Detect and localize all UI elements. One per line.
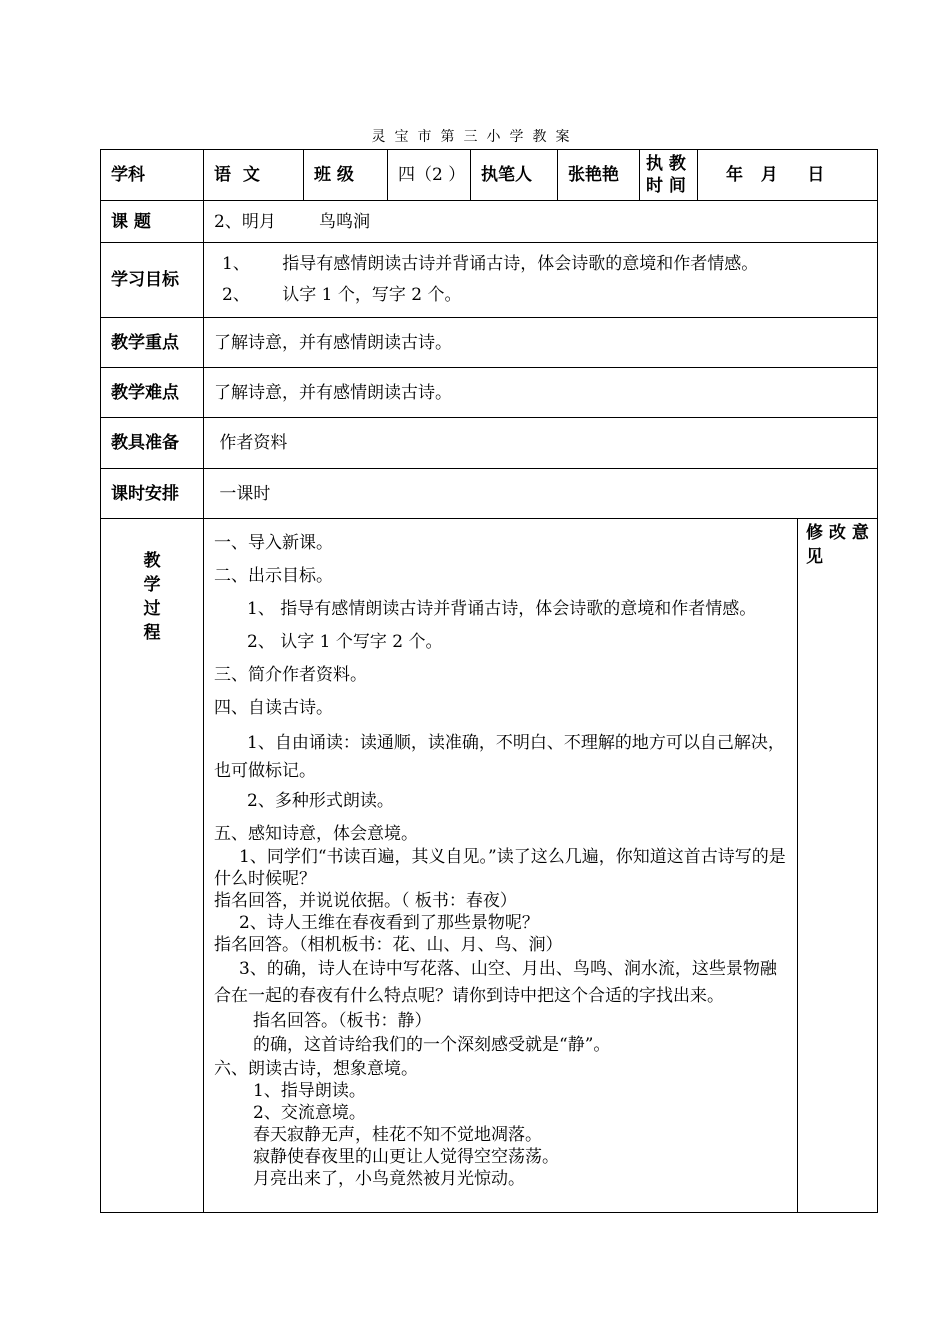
difficulty-label: 教学难点 bbox=[101, 368, 204, 418]
process-label bbox=[101, 519, 204, 1213]
topic-label: 课 题 bbox=[101, 201, 204, 243]
process-line: 1、 指导有感情朗读古诗并背诵古诗，体会诗歌的意境和作者情感。 bbox=[247, 599, 757, 619]
process-label-char: 过 bbox=[143, 599, 161, 619]
difficulty-row bbox=[101, 368, 878, 418]
tools-row bbox=[101, 418, 878, 469]
process-label-char: 程 bbox=[143, 623, 161, 643]
subject-label: 学科 bbox=[101, 150, 204, 201]
schedule-value: 一课时 bbox=[204, 469, 878, 519]
process-line: 1、自由诵读：读通顺，读准确，不明白、不理解的地方可以自己解决，也可做标记。 bbox=[214, 733, 785, 781]
process-line: 一、导入新课。 bbox=[214, 533, 333, 553]
process-line: 2、诗人王维在春夜看到了那些景物呢？ bbox=[239, 913, 539, 933]
goal-item: 1、 指导有感情朗读古诗并背诵古诗，体会诗歌的意境和作者情感。 bbox=[222, 254, 759, 274]
goals-row bbox=[101, 243, 878, 318]
process-line: 2、交流意境。 bbox=[253, 1103, 366, 1123]
goals-cell bbox=[204, 243, 878, 318]
lesson-plan-table bbox=[100, 149, 878, 1213]
header-row bbox=[101, 150, 878, 201]
class-value: 四（2 ） bbox=[388, 150, 471, 201]
goals-label: 学习目标 bbox=[101, 243, 204, 318]
key-point-row bbox=[101, 318, 878, 368]
revision-notes-label: 修 改 意见 bbox=[798, 519, 878, 1213]
document-title: 灵宝市第三小学教案 bbox=[371, 129, 579, 145]
process-line: 五、感知诗意，体会意境。 bbox=[214, 824, 418, 844]
schedule-label: 课时安排 bbox=[101, 469, 204, 519]
tools-value: 作者资料 bbox=[204, 418, 878, 469]
process-line: 指名回答，并说说依据。（ 板书：春夜） bbox=[214, 891, 517, 911]
author-value: 张艳艳 bbox=[558, 150, 640, 201]
process-line: 3、的确，诗人在诗中写花落、山空、月出、鸟鸣、涧水流，这些景物融合在一起的春夜有什么特点呢？请你到诗中把这个合适的字找出来。 bbox=[214, 959, 777, 1006]
process-content bbox=[204, 519, 798, 1213]
process-line: 2、多种形式朗读。 bbox=[247, 791, 394, 811]
process-line: 二、出示目标。 bbox=[214, 566, 333, 586]
process-label-char: 教 bbox=[143, 551, 161, 571]
process-row bbox=[101, 519, 878, 1213]
date-value: 年 月 日 bbox=[698, 150, 878, 201]
key-point-label: 教学重点 bbox=[101, 318, 204, 368]
process-line: 2、 认字 1 个写字 2 个。 bbox=[247, 632, 443, 652]
difficulty-value: 了解诗意，并有感情朗读古诗。 bbox=[204, 368, 878, 418]
subject-value: 语 文 bbox=[204, 150, 304, 201]
process-line: 1、同学们“书读百遍，其义自见。”读了这么几遍，你知道这首古诗写的是什么时候呢？ bbox=[214, 847, 786, 889]
process-line: 1、指导朗读。 bbox=[253, 1081, 366, 1101]
topic-row bbox=[101, 201, 878, 243]
process-line: 三、简介作者资料。 bbox=[214, 665, 367, 685]
topic-value: 2、明月 鸟鸣涧 bbox=[204, 201, 878, 243]
class-label: 班 级 bbox=[304, 150, 388, 201]
author-label: 执笔人 bbox=[471, 150, 558, 201]
schedule-row bbox=[101, 469, 878, 519]
process-line: 六、朗读古诗，想象意境。 bbox=[214, 1059, 418, 1079]
time-label: 执 教 时 间 bbox=[640, 150, 698, 201]
process-line: 指名回答。（相机板书：花、山、月、鸟、涧） bbox=[214, 935, 563, 955]
process-line: 的确，这首诗给我们的一个深刻感受就是“静”。 bbox=[253, 1035, 611, 1055]
goal-item: 2、 认字 1 个，写字 2 个。 bbox=[222, 285, 462, 305]
process-line: 指名回答。（板书：静） bbox=[253, 1011, 432, 1031]
tools-label: 教具准备 bbox=[101, 418, 204, 469]
process-line: 四、自读古诗。 bbox=[214, 698, 333, 718]
process-line: 月亮出来了，小鸟竟然被月光惊动。 bbox=[253, 1169, 525, 1189]
process-line: 寂静使春夜里的山更让人觉得空空荡荡。 bbox=[253, 1147, 559, 1167]
process-label-char: 学 bbox=[143, 575, 161, 595]
process-line: 春天寂静无声，桂花不知不觉地凋落。 bbox=[253, 1125, 542, 1145]
key-point-value: 了解诗意，并有感情朗读古诗。 bbox=[204, 318, 878, 368]
